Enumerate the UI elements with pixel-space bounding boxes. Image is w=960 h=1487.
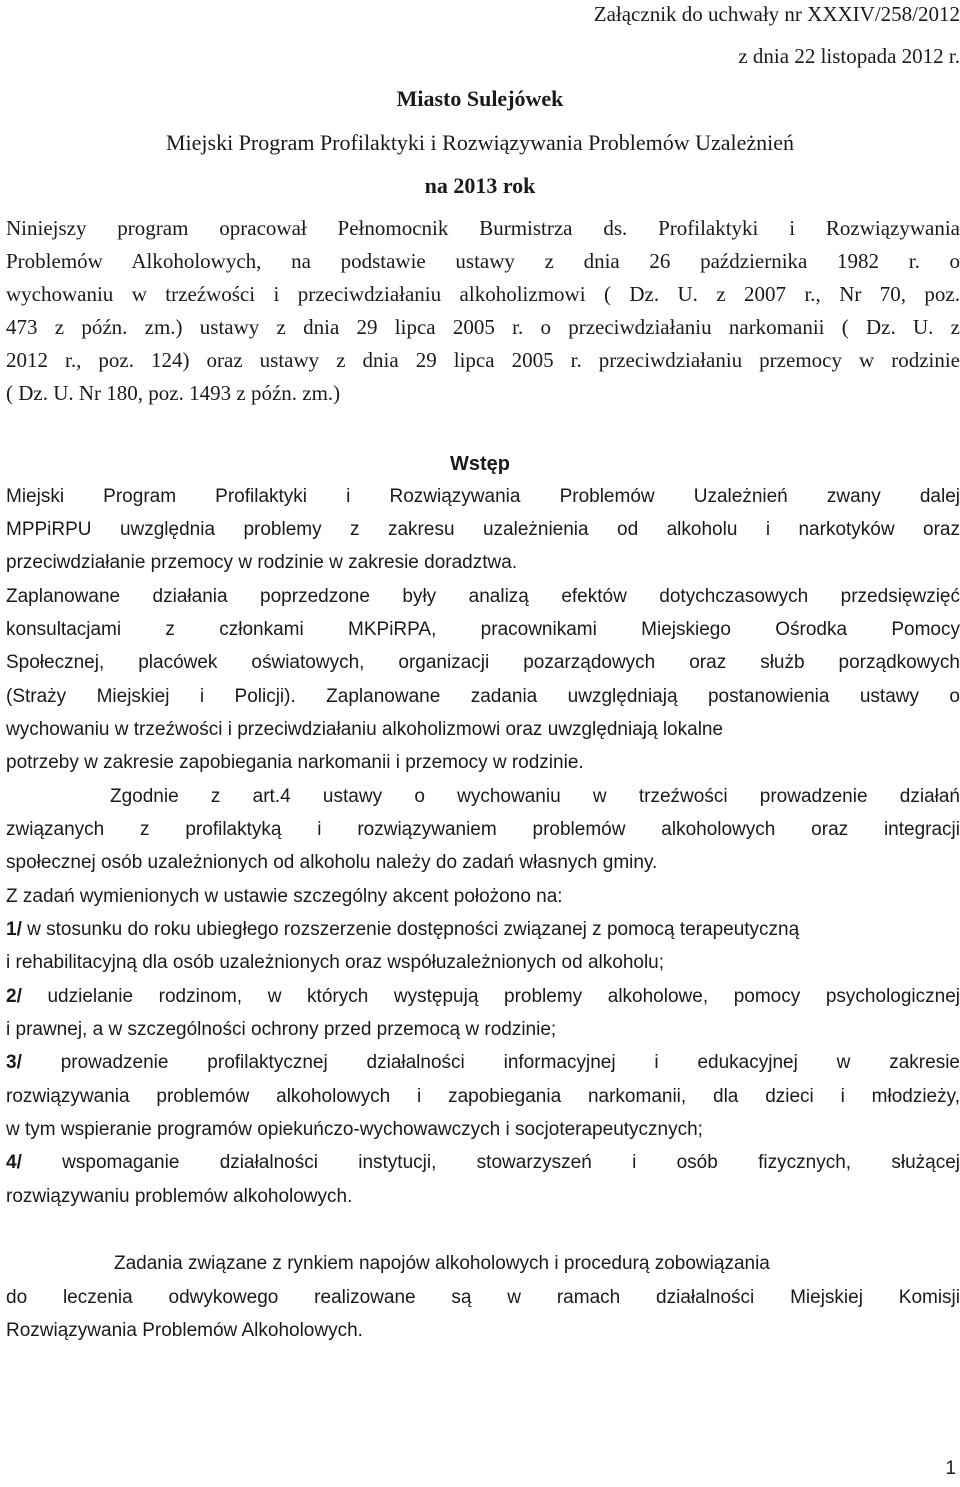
closing-line: Zadania związane z rynkiem napojów alkoholowych i procedurą zobowiązania	[114, 1253, 770, 1274]
annex-reference: Załącznik do uchwały nr XXXIV/258/2012	[593, 2, 960, 26]
closing-line: do leczenia odwykowego realizowane są w ramach działalności Miejskiej Komisji	[6, 1287, 960, 1308]
intro-line: 2012 r., poz. 124) oraz ustawy z dnia 29 lipca 2005 r. przeciwdziałaniu przemocy w rodzinie	[6, 348, 960, 372]
body-line: związanych z profilaktyką i rozwiązywaniem problemów alkoholowych oraz integracji	[6, 819, 960, 840]
list-item-text: udzielanie rodzinom, w których występują problemy alkoholowe, pomocy psychologicznej	[21, 986, 960, 1007]
list-item	[6, 919, 799, 941]
closing-line: Rozwiązywania Problemów Alkoholowych.	[6, 1320, 363, 1341]
list-item-number: 1/	[6, 919, 22, 940]
list-item-text: wspomaganie działalności instytucji, stowarzyszeń i osób fizycznych, służącej	[21, 1152, 960, 1173]
list-item-continuation: i prawnej, a w szczególności ochrony przed przemocą w rodzinie;	[6, 1019, 557, 1040]
list-item-continuation: i rehabilitacyjną dla osób uzależnionych oraz współuzależnionych od alkoholu;	[6, 952, 665, 973]
body-line: MPPiRPU uwzględnia problemy z zakresu uzależnienia od alkoholu i narkotyków oraz	[6, 519, 960, 540]
list-item	[6, 1152, 960, 1184]
city-title: Miasto Sulejówek	[396, 86, 564, 111]
list-item-continuation: rozwiązywaniu problemów alkoholowych.	[6, 1186, 353, 1207]
body-line: Społecznej, placówek oświatowych, organizacji pozarządowych oraz służb porządkowych	[6, 652, 960, 673]
program-year: na 2013 rok	[424, 173, 536, 198]
list-item	[6, 986, 960, 1008]
body-line: wychowaniu w trzeźwości i przeciwdziałaniu alkoholizmowi oraz uwzględniają lokalne	[6, 719, 724, 740]
body-line: konsultacjami z członkami MKPiRPA, pracownikami Miejskiego Ośrodka Pomocy	[6, 619, 960, 640]
list-item-continuation: rozwiązywania problemów alkoholowych i zapobiegania narkomanii, dla dzieci i młodzieży,	[6, 1086, 960, 1107]
intro-line: Problemów Alkoholowych, na podstawie ustawy z dnia 26 października 1982 r. o	[6, 249, 960, 273]
body-line: społecznej osób uzależnionych od alkoholu należy do zadań własnych gminy.	[6, 852, 658, 873]
body-line: (Straży Miejskiej i Policji). Zaplanowane zadania uwzględniają postanowienia ustawy o	[6, 686, 960, 707]
body-line: przeciwdziałanie przemocy w rodzinie w zakresie doradztwa.	[6, 552, 518, 573]
body-line: Miejski Program Profilaktyki i Rozwiązywania Problemów Uzależnień zwany dalej	[6, 486, 960, 507]
body-line: Zgodnie z art.4 ustawy o wychowaniu w trzeźwości prowadzenie działań	[110, 786, 960, 807]
body-line: Z zadań wymienionych w ustawie szczególny akcent położono na:	[6, 886, 563, 907]
list-item-number: 3/	[6, 1052, 22, 1073]
list-item-number: 2/	[6, 986, 22, 1007]
list-item	[6, 1052, 960, 1084]
body-line: Zaplanowane działania poprzedzone były analizą efektów dotychczasowych przedsięwzięć	[6, 586, 960, 607]
intro-line: 473 z późn. zm.) ustawy z dnia 29 lipca 2005 r. o przeciwdziałaniu narkomanii ( Dz. U. z	[6, 315, 960, 339]
program-title: Miejski Program Profilaktyki i Rozwiązywania Problemów Uzależnień	[165, 130, 795, 155]
intro-line: Niniejszy program opracował Pełnomocnik Burmistrza ds. Profilaktyki i Rozwiązywania	[6, 216, 960, 240]
annex-date: z dnia 22 listopada 2012 r.	[738, 44, 960, 68]
list-item-text: prowadzenie profilaktycznej działalności informacyjnej i edukacyjnej w zakresie	[21, 1052, 960, 1073]
section-heading: Wstęp	[450, 453, 510, 475]
list-item-number: 4/	[6, 1152, 22, 1173]
intro-line: wychowaniu w trzeźwości i przeciwdziałaniu alkoholizmowi ( Dz. U. z 2007 r., Nr 70, poz.	[6, 282, 960, 306]
page-number: 1	[945, 1458, 956, 1479]
list-item-text: w stosunku do roku ubiegłego rozszerzenie dostępności związanej z pomocą terapeutyczną	[21, 919, 800, 940]
intro-line: ( Dz. U. Nr 180, poz. 1493 z późn. zm.)	[6, 381, 341, 405]
body-line: potrzeby w zakresie zapobiegania narkomanii i przemocy w rodzinie.	[6, 752, 584, 773]
list-item-continuation: w tym wspieranie programów opiekuńczo-wychowawczych i socjoterapeutycznych;	[6, 1119, 703, 1140]
